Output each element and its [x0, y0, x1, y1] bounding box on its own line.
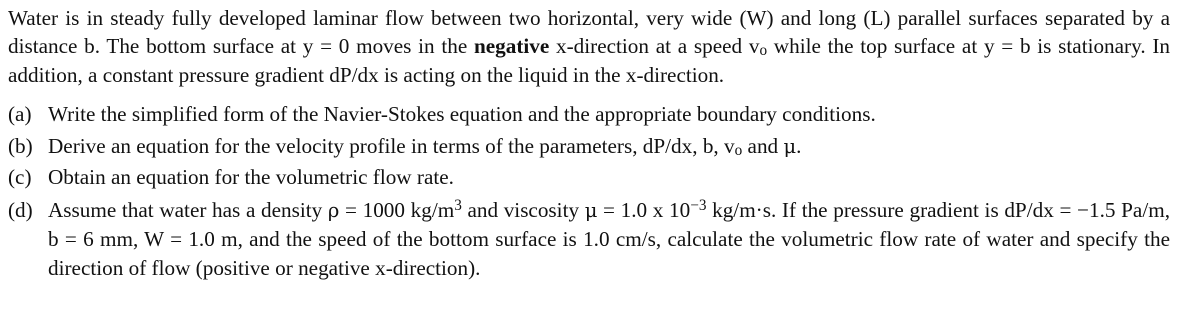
question-parts — [8, 101, 1170, 282]
exponent-superscript: −3 — [690, 196, 707, 214]
problem-statement — [8, 4, 1170, 89]
part-b-text-3: . — [796, 133, 802, 158]
part-d-text-4: = 1.0 x 10 — [597, 197, 691, 222]
part-a — [8, 101, 1170, 129]
speed-subscript: o — [759, 42, 768, 60]
part-d-text-3: and viscosity — [461, 197, 585, 222]
part-b — [8, 133, 1170, 161]
part-d-text — [48, 196, 1170, 283]
part-d-label: (d) — [8, 197, 33, 222]
part-a-text: Write the simplified form of the Navier-Stokes equation and the appropriate boundary conditions. — [48, 102, 876, 127]
part-b-label: (b) — [8, 133, 33, 158]
mu-symbol: μ — [584, 198, 598, 222]
mu-symbol: μ — [783, 134, 797, 158]
intro-bold-negative: negative — [473, 34, 550, 59]
intro-text-2: x-direction at a speed v — [549, 34, 760, 59]
part-c-text: Obtain an equation for the volumetric flow rate. — [48, 165, 454, 190]
part-d-text-5: kg/m·s. If the pressure gradient is dP/dx = −1.5 Pa/m, b = 6 mm, W = 1.0 m, and the speed of the bottom surface is 1.0 cm/s, calculate the volumetric flow rate of water and specify the direction of flow (positive or negative x-direction). — [48, 197, 1170, 280]
part-b-text-2: and — [742, 133, 784, 158]
rho-symbol: ρ — [327, 198, 340, 222]
intro-text-1: Water is in steady fully developed laminar flow between two horizontal, very wide (W) and long (L) parallel surfaces separated by a distance b. The bottom surface at y = 0 moves in the — [8, 6, 1170, 59]
part-c-label: (c) — [8, 165, 32, 190]
part-c — [8, 164, 1170, 192]
part-d-text-1: Assume that water has a density — [48, 197, 328, 222]
part-b-text — [48, 133, 1170, 161]
part-b-text-1: Derive an equation for the velocity profile in terms of the parameters, dP/dx, b, v — [48, 133, 735, 158]
part-d-text-2: = 1000 kg/m — [339, 197, 455, 222]
cubed-superscript: 3 — [454, 196, 462, 214]
part-b-subscript: o — [734, 141, 743, 159]
intro-text-3: while the top surface at y = b is stationary. In addition, a constant pressure gradient dP/dx is acting on the liquid in the x-direction. — [8, 34, 1171, 87]
part-d — [8, 196, 1170, 283]
part-a-label: (a) — [8, 102, 32, 127]
